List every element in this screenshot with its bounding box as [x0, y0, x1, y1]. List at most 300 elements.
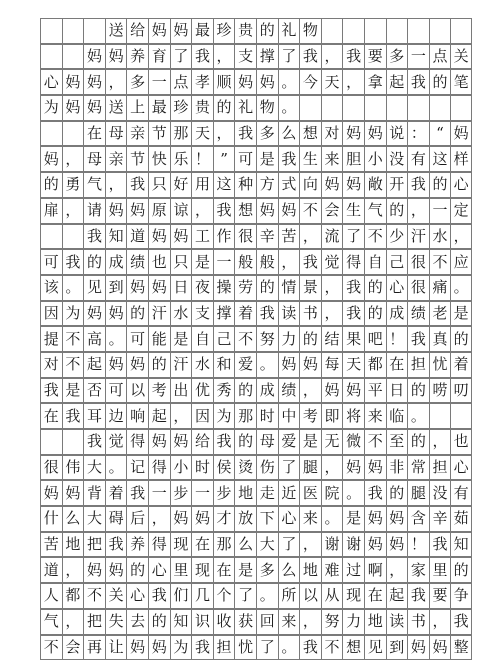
- grid-cell: 己: [386, 249, 408, 275]
- grid-cell: 妈: [126, 198, 148, 224]
- grid-cell: 起: [386, 69, 408, 95]
- grid-cell: 爱: [234, 352, 256, 378]
- grid-cell: [62, 44, 84, 70]
- grid-cell: 妈: [364, 506, 386, 532]
- grid-cell: 多: [256, 121, 278, 147]
- grid-cell: 着: [105, 480, 127, 506]
- grid-cell: 为: [62, 301, 84, 327]
- grid-cell: ，: [429, 609, 451, 635]
- grid-cell: 努: [321, 609, 343, 635]
- grid-cell: ，: [321, 455, 343, 481]
- grid-cell: 原: [148, 198, 170, 224]
- grid-cell: 以: [126, 378, 148, 404]
- grid-cell: 妈: [256, 198, 278, 224]
- grid-cell: 的: [364, 301, 386, 327]
- grid-cell: 书: [299, 301, 321, 327]
- grid-row: [40, 146, 472, 172]
- grid-cell: 是: [234, 557, 256, 583]
- grid-cell: [342, 18, 364, 44]
- grid-cell: 用: [191, 172, 213, 198]
- grid-cell: 小: [170, 455, 192, 481]
- grid-cell: 来: [364, 403, 386, 429]
- grid-cell: 那: [213, 532, 235, 558]
- grid-cell: 唠: [429, 378, 451, 404]
- grid-cell: 我: [342, 275, 364, 301]
- grid-cell: 妈: [62, 95, 84, 121]
- grid-cell: 日: [170, 275, 192, 301]
- grid-cell: 不: [299, 198, 321, 224]
- essay-grid-paper: [40, 18, 472, 532]
- grid-cell: ，: [62, 557, 84, 583]
- grid-cell: 腿: [407, 480, 429, 506]
- grid-cell: 我: [278, 146, 300, 172]
- grid-cell: 么: [278, 121, 300, 147]
- grid-cell: 的: [83, 249, 105, 275]
- grid-cell: 收: [213, 609, 235, 635]
- grid-cell: 气: [40, 609, 62, 635]
- grid-cell: 才: [213, 506, 235, 532]
- grid-cell: 说: [386, 121, 408, 147]
- grid-cell: 我: [299, 635, 321, 660]
- grid-cell: 物: [299, 18, 321, 44]
- grid-cell: 天: [191, 121, 213, 147]
- grid-cell: “: [429, 121, 451, 147]
- grid-cell: 开: [386, 172, 408, 198]
- grid-cell: 妈: [105, 557, 127, 583]
- grid-cell: 结: [321, 326, 343, 352]
- grid-cell: 水: [429, 224, 451, 250]
- grid-cell: 好: [170, 172, 192, 198]
- grid-cell: 么: [278, 557, 300, 583]
- grid-cell: 否: [83, 378, 105, 404]
- grid-cell: 自: [364, 249, 386, 275]
- grid-cell: 妈: [342, 172, 364, 198]
- grid-cell: 妈: [83, 44, 105, 70]
- grid-cell: 的: [234, 378, 256, 404]
- grid-cell: 院: [321, 480, 343, 506]
- grid-cell: 送: [105, 18, 127, 44]
- grid-cell: 亲: [105, 146, 127, 172]
- grid-cell: 读: [386, 609, 408, 635]
- grid-cell: 烫: [234, 455, 256, 481]
- grid-cell: 是: [299, 429, 321, 455]
- grid-cell: 无: [321, 429, 343, 455]
- grid-cell: 妈: [105, 301, 127, 327]
- grid-cell: 我: [83, 429, 105, 455]
- grid-cell: 水: [170, 301, 192, 327]
- grid-cell: 果: [342, 326, 364, 352]
- grid-cell: 临: [386, 403, 408, 429]
- grid-cell: 的: [148, 352, 170, 378]
- grid-cell: 所: [278, 583, 300, 609]
- grid-cell: 觉: [105, 429, 127, 455]
- grid-cell: 地: [62, 532, 84, 558]
- grid-cell: 笔: [450, 69, 472, 95]
- grid-cell: 的: [429, 69, 451, 95]
- grid-cell: 是: [170, 326, 192, 352]
- grid-cell: ，: [213, 44, 235, 70]
- grid-cell: 的: [256, 18, 278, 44]
- grid-cell: 后: [126, 506, 148, 532]
- grid-cell: 平: [364, 378, 386, 404]
- grid-cell: ，: [299, 609, 321, 635]
- grid-cell: 时: [191, 455, 213, 481]
- grid-cell: 努: [256, 326, 278, 352]
- grid-cell: 心: [450, 455, 472, 481]
- grid-cell: 了: [278, 44, 300, 70]
- grid-cell: 妈: [342, 378, 364, 404]
- grid-cell: 。: [278, 95, 300, 121]
- grid-cell: 应: [450, 249, 472, 275]
- grid-cell: 流: [321, 224, 343, 250]
- grid-cell: 起: [83, 352, 105, 378]
- grid-cell: 绩: [407, 301, 429, 327]
- grid-cell: 苦: [40, 532, 62, 558]
- grid-cell: 家: [407, 557, 429, 583]
- grid-cell: ，: [299, 224, 321, 250]
- grid-row: [40, 403, 472, 429]
- grid-row: [40, 557, 472, 583]
- grid-cell: 我: [256, 301, 278, 327]
- grid-cell: 顺: [213, 69, 235, 95]
- grid-cell: 力: [342, 609, 364, 635]
- grid-cell: 考: [299, 403, 321, 429]
- grid-cell: 自: [191, 326, 213, 352]
- grid-cell: 关: [450, 44, 472, 70]
- grid-cell: 点: [170, 69, 192, 95]
- grid-cell: 记: [126, 455, 148, 481]
- grid-cell: 妈: [126, 352, 148, 378]
- grid-cell: 常: [407, 455, 429, 481]
- grid-cell: [321, 18, 343, 44]
- grid-cell: [62, 224, 84, 250]
- grid-cell: 心: [386, 275, 408, 301]
- grid-cell: 把: [83, 609, 105, 635]
- grid-cell: 的: [148, 609, 170, 635]
- grid-cell: 把: [83, 532, 105, 558]
- grid-cell: 的: [40, 172, 62, 198]
- grid-cell: 我: [364, 480, 386, 506]
- grid-cell: 作: [213, 224, 235, 250]
- grid-row: [40, 480, 472, 506]
- grid-cell: 在: [386, 352, 408, 378]
- grid-cell: 来: [299, 506, 321, 532]
- grid-cell: 敞: [364, 172, 386, 198]
- grid-row: [40, 95, 472, 121]
- grid-cell: 了: [234, 583, 256, 609]
- grid-cell: 的: [450, 557, 472, 583]
- grid-cell: 优: [191, 378, 213, 404]
- grid-cell: 会: [62, 635, 84, 660]
- grid-cell: 向: [299, 172, 321, 198]
- grid-cell: [62, 429, 84, 455]
- grid-cell: 知: [450, 532, 472, 558]
- grid-cell: 即: [321, 403, 343, 429]
- grid-cell: 难: [321, 557, 343, 583]
- grid-cell: 地: [299, 557, 321, 583]
- grid-cell: 。: [278, 635, 300, 660]
- grid-cell: 多: [256, 557, 278, 583]
- grid-cell: [450, 403, 472, 429]
- grid-cell: 。: [450, 275, 472, 301]
- grid-cell: 一: [191, 480, 213, 506]
- grid-cell: ，: [62, 198, 84, 224]
- grid-cell: 礼: [234, 95, 256, 121]
- grid-cell: 现: [170, 532, 192, 558]
- grid-cell: 只: [170, 249, 192, 275]
- grid-cell: 不: [321, 635, 343, 660]
- grid-cell: 不: [234, 326, 256, 352]
- grid-cell: 现: [191, 557, 213, 583]
- grid-cell: 珍: [213, 18, 235, 44]
- grid-row: [40, 69, 472, 95]
- grid-row: [40, 172, 472, 198]
- grid-cell: 点: [429, 44, 451, 70]
- grid-cell: 我: [429, 532, 451, 558]
- grid-cell: 也: [450, 429, 472, 455]
- grid-cell: ，: [386, 557, 408, 583]
- grid-cell: 妈: [40, 146, 62, 172]
- grid-cell: 的: [126, 301, 148, 327]
- grid-cell: 。: [256, 583, 278, 609]
- grid-cell: 养: [126, 532, 148, 558]
- grid-cell: 了: [170, 44, 192, 70]
- grid-cell: 对: [40, 352, 62, 378]
- grid-cell: 妈: [321, 378, 343, 404]
- grid-cell: 式: [278, 172, 300, 198]
- grid-cell: 情: [278, 275, 300, 301]
- grid-cell: 支: [191, 301, 213, 327]
- grid-cell: 在: [213, 557, 235, 583]
- grid-cell: 妈: [342, 121, 364, 147]
- grid-cell: ，: [321, 44, 343, 70]
- grid-cell: 妈: [62, 480, 84, 506]
- grid-cell: [83, 18, 105, 44]
- grid-cell: 见: [364, 635, 386, 660]
- grid-row: [40, 198, 472, 224]
- grid-cell: 妈: [62, 69, 84, 95]
- grid-cell: 我: [234, 121, 256, 147]
- grid-cell: 生: [342, 198, 364, 224]
- grid-cell: 妈: [148, 224, 170, 250]
- grid-cell: [429, 18, 451, 44]
- grid-cell: 母: [105, 121, 127, 147]
- grid-cell: 不: [62, 326, 84, 352]
- grid-row: [40, 44, 472, 70]
- grid-cell: 有: [407, 146, 429, 172]
- grid-cell: 气: [364, 198, 386, 224]
- grid-cell: [429, 95, 451, 121]
- grid-cell: 给: [126, 18, 148, 44]
- grid-cell: 妈: [40, 480, 62, 506]
- grid-cell: 让: [105, 635, 127, 660]
- grid-cell: 那: [234, 403, 256, 429]
- grid-cell: 到: [105, 275, 127, 301]
- grid-cell: 物: [256, 95, 278, 121]
- grid-cell: 辛: [429, 506, 451, 532]
- grid-cell: 过: [342, 557, 364, 583]
- grid-cell: 。: [62, 275, 84, 301]
- grid-cell: 来: [321, 146, 343, 172]
- grid-cell: 乐: [170, 146, 192, 172]
- grid-cell: 妈: [299, 352, 321, 378]
- grid-cell: 绩: [278, 378, 300, 404]
- grid-cell: 定: [450, 198, 472, 224]
- grid-cell: 没: [386, 146, 408, 172]
- grid-cell: 啊: [364, 557, 386, 583]
- grid-cell: 中: [278, 403, 300, 429]
- grid-cell: ！: [407, 532, 429, 558]
- grid-cell: 的: [299, 326, 321, 352]
- grid-cell: 气: [83, 172, 105, 198]
- grid-cell: 很: [407, 275, 429, 301]
- grid-cell: 景: [299, 275, 321, 301]
- grid-cell: ，: [342, 69, 364, 95]
- grid-cell: [364, 95, 386, 121]
- grid-cell: 为: [40, 95, 62, 121]
- grid-cell: 出: [170, 378, 192, 404]
- grid-cell: 大: [83, 455, 105, 481]
- grid-row: [40, 532, 472, 558]
- grid-cell: 很: [40, 455, 62, 481]
- grid-cell: 妈: [126, 275, 148, 301]
- grid-cell: 水: [191, 352, 213, 378]
- grid-cell: 伤: [256, 455, 278, 481]
- grid-cell: [321, 95, 343, 121]
- grid-cell: 般: [256, 249, 278, 275]
- grid-cell: 这: [213, 172, 235, 198]
- grid-cell: [40, 224, 62, 250]
- grid-cell: 妈: [342, 455, 364, 481]
- grid-cell: 今: [299, 69, 321, 95]
- grid-cell: 我: [407, 172, 429, 198]
- grid-cell: 一: [148, 480, 170, 506]
- grid-cell: 样: [450, 146, 472, 172]
- grid-cell: 绩: [126, 249, 148, 275]
- grid-cell: 侯: [213, 455, 235, 481]
- grid-row: [40, 429, 472, 455]
- grid-cell: 亲: [126, 121, 148, 147]
- grid-cell: 是: [256, 146, 278, 172]
- grid-cell: [342, 95, 364, 121]
- grid-cell: 都: [364, 352, 386, 378]
- grid-row: [40, 121, 472, 147]
- grid-cell: 老: [429, 301, 451, 327]
- grid-cell: 撑: [256, 44, 278, 70]
- grid-cell: 一: [429, 198, 451, 224]
- grid-cell: 请: [83, 198, 105, 224]
- grid-cell: 因: [191, 403, 213, 429]
- grid-cell: 不: [429, 249, 451, 275]
- grid-cell: 能: [148, 326, 170, 352]
- grid-cell: 贵: [234, 18, 256, 44]
- grid-cell: 勇: [62, 172, 84, 198]
- grid-cell: 要: [364, 44, 386, 70]
- grid-cell: 微: [342, 429, 364, 455]
- grid-cell: 给: [191, 429, 213, 455]
- grid-cell: 拿: [364, 69, 386, 95]
- grid-cell: 起: [148, 403, 170, 429]
- grid-cell: [386, 18, 408, 44]
- grid-cell: 我: [105, 532, 127, 558]
- grid-cell: 妈: [407, 635, 429, 660]
- grid-cell: 扉: [40, 198, 62, 224]
- grid-cell: 我: [62, 403, 84, 429]
- grid-cell: 里: [429, 557, 451, 583]
- grid-cell: 一: [407, 44, 429, 70]
- grid-cell: 不: [83, 583, 105, 609]
- grid-cell: ！: [386, 326, 408, 352]
- grid-cell: 我: [62, 249, 84, 275]
- grid-cell: 。: [105, 326, 127, 352]
- grid-cell: 伟: [62, 455, 84, 481]
- grid-cell: 心: [40, 69, 62, 95]
- grid-cell: 走: [256, 480, 278, 506]
- grid-cell: 吧: [364, 326, 386, 352]
- grid-cell: 可: [234, 146, 256, 172]
- grid-cell: ，: [321, 301, 343, 327]
- grid-cell: 我: [407, 583, 429, 609]
- grid-cell: 节: [126, 146, 148, 172]
- grid-cell: 书: [407, 609, 429, 635]
- grid-cell: 日: [386, 378, 408, 404]
- grid-cell: 方: [256, 172, 278, 198]
- grid-cell: 了: [342, 224, 364, 250]
- grid-cell: 了: [278, 455, 300, 481]
- grid-cell: 劳: [234, 275, 256, 301]
- grid-cell: 心: [148, 557, 170, 583]
- grid-cell: 痛: [429, 275, 451, 301]
- grid-cell: ，: [62, 146, 84, 172]
- grid-cell: 妈: [364, 121, 386, 147]
- grid-cell: 以: [299, 583, 321, 609]
- grid-cell: 知: [170, 609, 192, 635]
- grid-row: [40, 506, 472, 532]
- grid-cell: 小: [364, 146, 386, 172]
- grid-cell: ，: [429, 429, 451, 455]
- grid-cell: 育: [148, 44, 170, 70]
- grid-cell: 我: [126, 172, 148, 198]
- grid-cell: 母: [256, 429, 278, 455]
- grid-cell: 妈: [148, 18, 170, 44]
- grid-cell: 妈: [234, 69, 256, 95]
- grid-cell: 多: [386, 44, 408, 70]
- grid-cell: [429, 403, 451, 429]
- grid-cell: 得: [342, 249, 364, 275]
- grid-cell: 对: [321, 121, 343, 147]
- grid-cell: 只: [148, 172, 170, 198]
- grid-cell: 我: [191, 44, 213, 70]
- grid-cell: 的: [364, 275, 386, 301]
- grid-row: [40, 224, 472, 250]
- grid-cell: 非: [386, 455, 408, 481]
- grid-cell: 着: [234, 301, 256, 327]
- grid-cell: 快: [148, 146, 170, 172]
- grid-cell: 不: [62, 352, 84, 378]
- grid-cell: 的: [234, 429, 256, 455]
- grid-cell: 辛: [256, 224, 278, 250]
- grid-cell: 力: [278, 326, 300, 352]
- grid-cell: 天: [342, 352, 364, 378]
- grid-cell: 失: [105, 609, 127, 635]
- grid-cell: 得: [148, 455, 170, 481]
- grid-cell: 一: [213, 249, 235, 275]
- grid-cell: 妈: [321, 172, 343, 198]
- grid-cell: 。: [342, 480, 364, 506]
- grid-cell: [40, 44, 62, 70]
- grid-cell: 我: [40, 378, 62, 404]
- grid-cell: 医: [299, 480, 321, 506]
